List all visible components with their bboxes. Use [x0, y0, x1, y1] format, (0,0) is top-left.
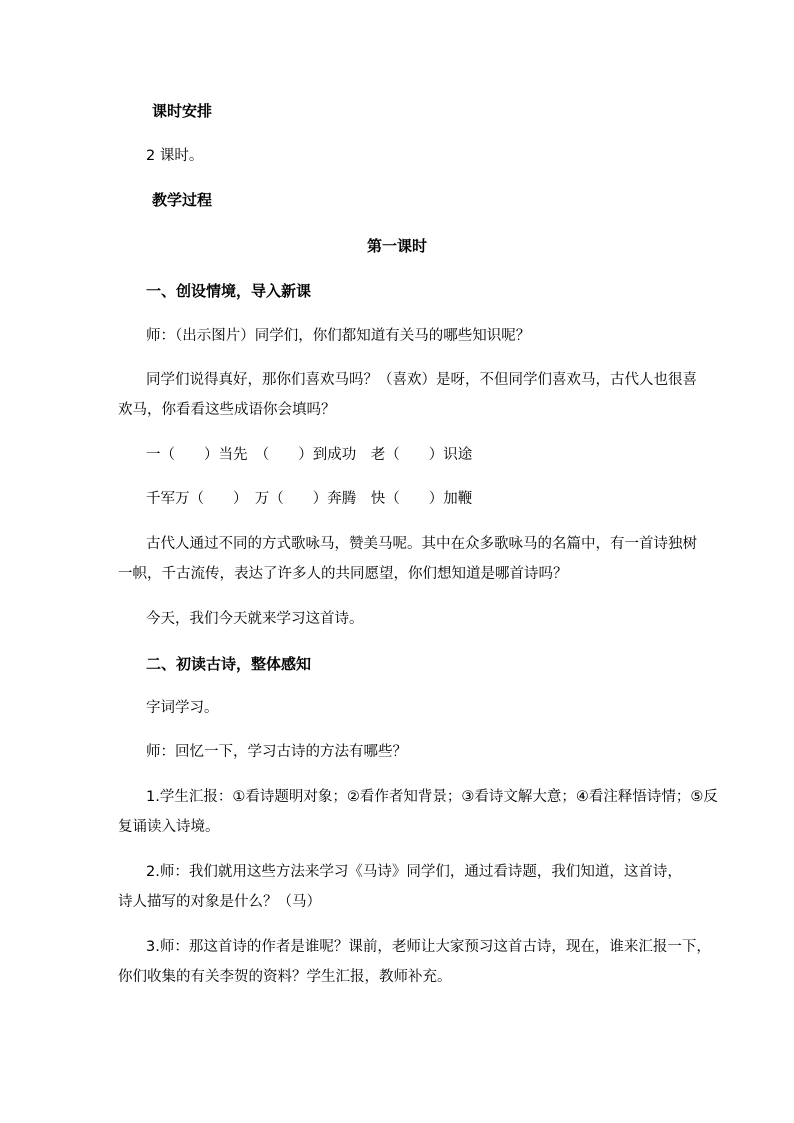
section1-paragraph-1: 师：（出示图片）同学们，你们都知道有关马的哪些知识呢？: [146, 328, 531, 344]
section1-paragraph-2-line-1: 同学们说得真好，那你们喜欢马吗？（喜欢）是呀，不但同学们喜欢马，古代人也很喜: [146, 372, 697, 388]
section1-paragraph-3-line-1: 古代人通过不同的方式歌咏马，赞美马呢。其中在众多歌咏马的名篇中，有一首诗独树: [146, 536, 697, 552]
schedule-heading: 课时安排: [152, 102, 213, 120]
section2-item-2-line-1: 2.师：我们就用这些方法来学习《马诗》同学们，通过看诗题，我们知道，这首诗，: [146, 864, 682, 880]
schedule-text: 2 课时。: [146, 148, 204, 164]
idioms-row-1: 一（ ）当先 （ ）到成功 老（ ）识途: [146, 447, 473, 463]
section2-item-2-line-2: 诗人描写的对象是什么？（马）: [118, 894, 321, 910]
section2-item-1-line-2: 复诵读入诗境。: [118, 819, 220, 835]
section1-heading: 一、创设情境，导入新课: [146, 282, 312, 300]
section1-paragraph-4: 今天，我们今天就来学习这首诗。: [146, 611, 364, 627]
lesson-title: 第一课时: [366, 237, 427, 255]
section2-paragraph-2: 师：回忆一下，学习古诗的方法有哪些？: [146, 744, 407, 760]
process-heading: 教学过程: [152, 191, 213, 209]
section2-item-1-line-1: 1.学生汇报：①看诗题明对象；②看作者知背景；③看诗文解大意；④看注释悟诗情；⑤反: [146, 789, 718, 805]
section2-heading: 二、初读古诗，整体感知: [146, 655, 312, 673]
idioms-row-2: 千军万（ ） 万（ ）奔腾 快（ ）加鞭: [146, 491, 473, 507]
section1-paragraph-3-line-2: 一帜，千古流传，表达了许多人的共同愿望，你们想知道是哪首诗吗？: [118, 566, 568, 582]
section2-paragraph-1: 字词学习。: [146, 700, 219, 716]
section2-item-3-line-2: 你们收集的有关李贺的资料？学生汇报，教师补充。: [118, 969, 452, 985]
section2-item-3-line-1: 3.师：那这首诗的作者是谁呢？课前，老师让大家预习这首古诗，现在，谁来汇报一下，: [146, 939, 711, 955]
section1-paragraph-2-line-2: 欢马，你看看这些成语你会填吗？: [118, 402, 336, 418]
